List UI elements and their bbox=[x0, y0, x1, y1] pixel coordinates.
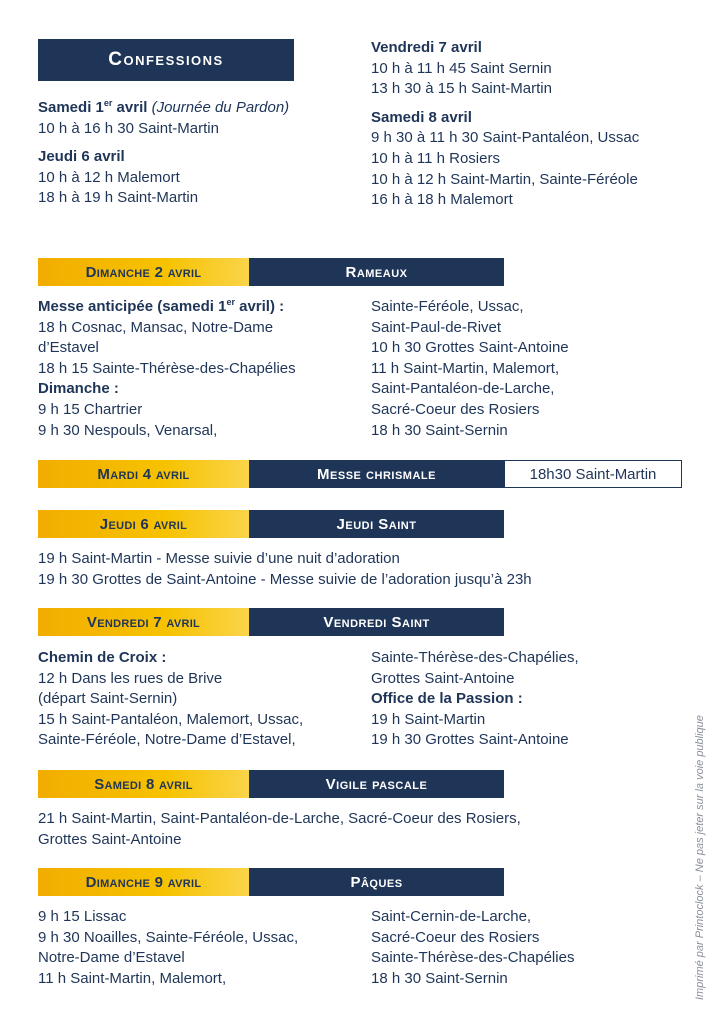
paques-left bbox=[38, 907, 298, 989]
list-item: 16 h à 18 h Malemort bbox=[371, 191, 513, 209]
list-item: 10 h à 11 h 45 Saint Sernin bbox=[371, 59, 552, 77]
jeudi-6-heading: Jeudi 6 avril bbox=[38, 148, 125, 166]
list-item: 18 h 15 Sainte-Thérèse-des-Chapélies bbox=[38, 359, 296, 377]
list-item: 12 h Dans les rues de Brive bbox=[38, 669, 223, 687]
paques-name: Pâques bbox=[249, 868, 504, 896]
list-item: (départ Saint-Sernin) bbox=[38, 690, 178, 708]
chemin-de-croix-heading: Chemin de Croix : bbox=[38, 649, 167, 666]
list-item: Saint-Pantaléon-de-Larche, bbox=[371, 380, 555, 398]
list-item: 9 h 15 Lissac bbox=[38, 908, 127, 925]
list-item: 10 h à 12 h Malemort bbox=[38, 168, 180, 186]
vendredi-saint-left bbox=[38, 648, 303, 751]
list-item: Notre-Dame d’Estavel bbox=[38, 949, 185, 967]
rameaux-name: Rameaux bbox=[249, 258, 504, 286]
jeudi-saint-text bbox=[38, 549, 532, 590]
list-item: Sainte-Thérèse-des-Chapélies bbox=[371, 949, 575, 967]
vigile-date: Samedi 8 avril bbox=[38, 770, 249, 798]
list-item: Grottes Saint-Antoine bbox=[38, 830, 182, 848]
list-item: 11 h Saint-Martin, Malemort, bbox=[38, 969, 227, 987]
list-item: 9 h 30 à 11 h 30 Saint-Pantaléon, Ussac bbox=[371, 129, 640, 147]
list-item: 9 h 30 Nespouls, Venarsal, bbox=[38, 421, 218, 439]
list-item: Sainte-Féréole, Notre-Dame d’Estavel, bbox=[38, 731, 296, 749]
paques-date: Dimanche 9 avril bbox=[38, 868, 249, 896]
vendredi-saint-right bbox=[371, 648, 579, 751]
samedi-1-line: 10 h à 16 h 30 Saint-Martin bbox=[38, 119, 219, 137]
list-item: 21 h Saint-Martin, Saint-Pantaléon-de-Larche, Sacré-Coeur des Rosiers, bbox=[38, 810, 521, 827]
list-item: 13 h 30 à 15 h Saint-Martin bbox=[371, 80, 552, 98]
vigile-name: Vigile pascale bbox=[249, 770, 504, 798]
confessions-left bbox=[38, 98, 289, 209]
chrismale-name: Messe chrismale bbox=[249, 460, 504, 488]
vendredi-saint-name: Vendredi Saint bbox=[249, 608, 504, 636]
list-item: Sainte-Thérèse-des-Chapélies, bbox=[371, 649, 579, 666]
list-item: 11 h Saint-Martin, Malemort, bbox=[371, 359, 560, 377]
list-item: Sacré-Coeur des Rosiers bbox=[371, 928, 540, 946]
chrismale-date: Mardi 4 avril bbox=[38, 460, 249, 488]
list-item: Saint-Cernin-de-Larche, bbox=[371, 908, 532, 925]
confessions-title: Confessions bbox=[38, 39, 294, 81]
vendredi-saint-date: Vendredi 7 avril bbox=[38, 608, 249, 636]
list-item: 18 h Cosnac, Mansac, Notre-Dame bbox=[38, 318, 274, 336]
list-item: 9 h 30 Noailles, Sainte-Féréole, Ussac, bbox=[38, 928, 299, 946]
list-item: 18 h à 19 h Saint-Martin bbox=[38, 189, 199, 207]
vigile-text bbox=[38, 809, 521, 850]
rameaux-left bbox=[38, 297, 296, 441]
list-item: 19 h Saint-Martin - Messe suivie d’une nuit d’adoration bbox=[38, 550, 400, 567]
list-item: 9 h 15 Chartrier bbox=[38, 400, 143, 418]
list-item: 10 h 30 Grottes Saint-Antoine bbox=[371, 339, 569, 357]
samedi-1-heading: Samedi 1er avril (Journée du Pardon) bbox=[38, 98, 290, 116]
dimanche-heading: Dimanche : bbox=[38, 380, 119, 398]
jeudi-saint-name: Jeudi Saint bbox=[249, 510, 504, 538]
list-item: 19 h 30 Grottes Saint-Antoine bbox=[371, 731, 569, 749]
list-item: 19 h 30 Grottes de Saint-Antoine - Messe suivie de l’adoration jusqu’à 23h bbox=[38, 570, 532, 588]
list-item: Grottes Saint-Antoine bbox=[371, 669, 515, 687]
rameaux-right bbox=[371, 297, 569, 441]
samedi-8-heading: Samedi 8 avril bbox=[371, 108, 472, 126]
printer-note: Imprimé par Printoclock – Ne pas jeter sur la voie publique bbox=[694, 715, 706, 1000]
rameaux-date: Dimanche 2 avril bbox=[38, 258, 249, 286]
list-item: Saint-Paul-de-Rivet bbox=[371, 318, 502, 336]
list-item: 18 h 30 Saint-Sernin bbox=[371, 969, 508, 987]
list-item: 19 h Saint-Martin bbox=[371, 710, 486, 728]
jeudi-saint-date: Jeudi 6 avril bbox=[38, 510, 249, 538]
office-passion-heading: Office de la Passion : bbox=[371, 690, 523, 708]
list-item: d’Estavel bbox=[38, 339, 99, 357]
confessions-right bbox=[371, 38, 639, 211]
messe-anticipee-heading: Messe anticipée (samedi 1er avril) : bbox=[38, 297, 285, 315]
list-item: Sainte-Féréole, Ussac, bbox=[371, 298, 524, 315]
list-item: Sacré-Coeur des Rosiers bbox=[371, 400, 540, 418]
list-item: 10 h à 12 h Saint-Martin, Sainte-Féréole bbox=[371, 170, 638, 188]
list-item: 10 h à 11 h Rosiers bbox=[371, 149, 500, 167]
list-item: 15 h Saint-Pantaléon, Malemort, Ussac, bbox=[38, 710, 304, 728]
chrismale-time: 18h30 Saint-Martin bbox=[504, 460, 682, 488]
list-item: 18 h 30 Saint-Sernin bbox=[371, 421, 508, 439]
paques-right bbox=[371, 907, 574, 989]
vendredi-7-heading: Vendredi 7 avril bbox=[371, 39, 482, 56]
